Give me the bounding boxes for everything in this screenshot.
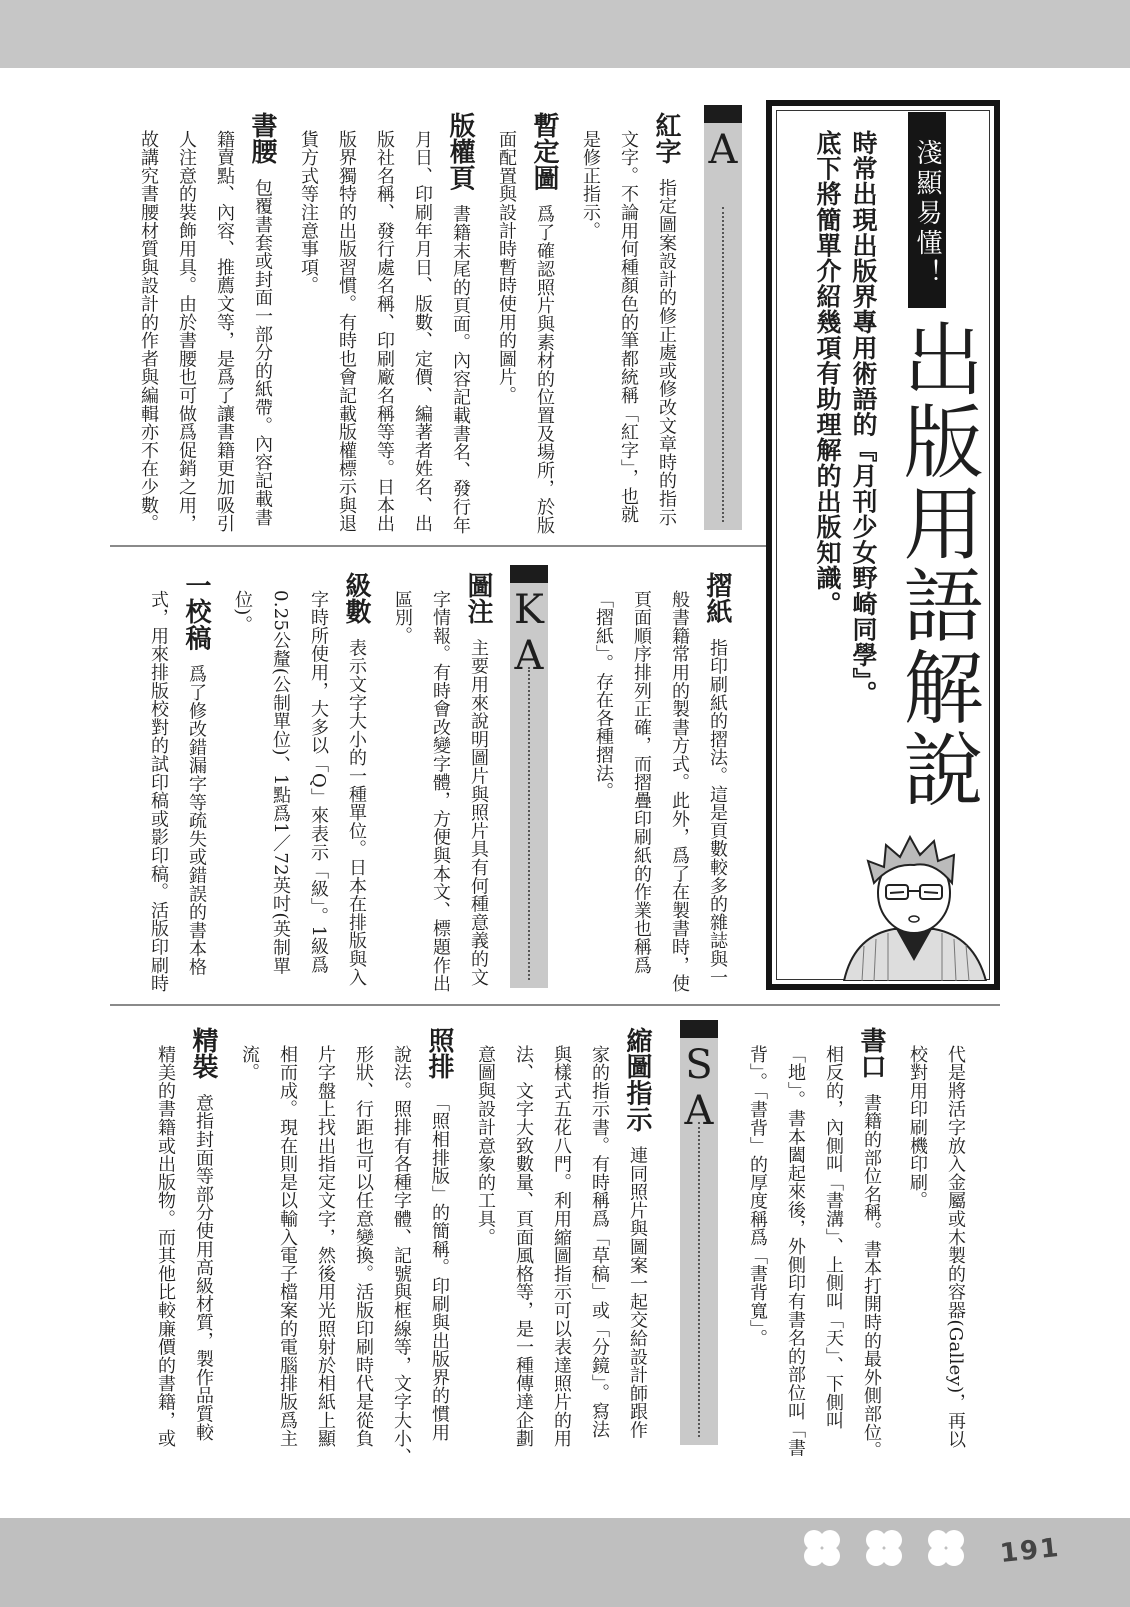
title-tag: 淺顯易懂！ [908,112,946,308]
glossary-entry [738,1027,890,1466]
dotted-line [698,1122,700,1437]
entry-definition: 故講究書腰材質與設計的作者與編輯亦不在少數。 [138,130,159,533]
entry-definition: 式，用來排版校對的試印稿或影印稿。活版印刷時 [148,590,169,993]
entry-text-line [584,590,622,993]
entry-definition: 片字盤上找出指定文字，然後用光照射於相紙上顯 [315,1045,336,1448]
entry-text-line [383,590,421,993]
entry-text-line [230,1045,268,1466]
entry-text-line [814,1045,852,1466]
glossary-entry [466,1027,656,1466]
top-margin-bar [0,0,1130,68]
entry-text-line [261,590,299,993]
section-tab-cap [510,565,548,583]
dotted-line [528,667,530,980]
entry-text-line [609,130,647,534]
entry-text-line [936,1045,974,1466]
glossary-entry [898,1045,974,1466]
entry-text-line [647,112,685,534]
entry-definition: 校對用印刷機印刷。 [907,1045,928,1210]
glossary-section-ka [131,572,736,993]
entry-definition: 形狀、行距也可以任意變換。活版印刷時代是從負 [353,1045,374,1448]
flower-icon [926,1528,966,1568]
entry-definition: 是修正指示。 [580,130,601,240]
glossary-term: 級數 [341,572,371,625]
entry-text-line [268,1045,306,1466]
entry-text-line [504,1045,542,1466]
glossary-entry [129,112,281,534]
entry-definition: 法、文字大致數量、頁面風格等，是一種傳達企劃 [513,1045,534,1448]
entry-definition: 書籍的部位名稱。書本打開時的最外側部位。 [861,1093,882,1460]
entry-definition: 版社名稱、發行處名稱、印刷廠名稱等等。日本出 [374,130,395,533]
section-tab [700,105,746,530]
entry-text-line [459,572,497,993]
dotted-line [722,207,724,522]
section-tab [506,565,552,988]
glossary-section-a [121,112,746,535]
entry-definition: 代是將活字放入金屬或木製的容器(Galley)，再以 [945,1045,966,1449]
entry-definition: 說法。照排有各種字體、記號與框線等，文字大小、 [391,1045,412,1466]
entry-definition: 爲了確認照片與素材的位置及場所，於版 [534,204,555,535]
entry-definition: 主要用來說明圖片與照片具有何種意義的文 [468,638,489,987]
entry-definition: 指印刷紙的摺法。這是頁數較多的雜誌與一 [707,638,728,987]
entry-text-line [382,1045,420,1466]
entry-definition: 流。 [239,1045,260,1082]
entry-text-line [421,590,459,993]
entry-definition: 0.25公釐(公制單位)、1點爲1／72英吋(英制單 [270,590,291,975]
entry-definition: 「地」。書本闔起來後，外側印有書名的部位叫「書 [785,1045,806,1457]
section-tab-cap [704,105,742,123]
entry-definition: 位)。 [232,590,253,634]
entry-text-line [139,590,177,993]
entry-text-line [337,572,375,993]
entry-text-line [243,112,281,534]
glossary-entry [584,572,736,993]
entry-definition: 貨方式等注意事項。 [298,130,319,295]
section-tab-cap [680,1020,718,1038]
entry-text-line [525,112,563,535]
entry-text-line [571,130,609,534]
glossary-term: 一校稿 [181,572,211,651]
entry-definition: 意指封面等部分使用高級材質，製作品質較 [193,1093,214,1442]
entry-text-line [542,1045,580,1466]
section-divider-2 [110,1004,1000,1006]
character-illustration [834,821,994,981]
page-number: 191 [998,1532,1062,1570]
entry-text-line [299,590,337,993]
section-divider-1 [110,545,766,547]
entry-definition: 意圖與設計意象的工具。 [475,1045,496,1247]
entry-text-line [622,590,660,993]
entry-definition: 人注意的裝飾用具。由於書腰也可做爲促銷之用， [176,130,197,533]
entry-text-line [177,572,215,993]
glossary-entry [230,1027,458,1466]
entry-definition: 爲了修改錯漏字等疏失或錯誤的書本格 [186,664,207,977]
glossary-term: 暫定圖 [529,112,559,191]
section-tab-letter: SA [676,1042,722,1134]
entry-definition: 字時所使用，大多以「Q」來表示「級」。1級爲 [308,590,329,974]
page-title: 出版用語解說 [890,318,983,810]
glossary-entry [487,112,563,535]
glossary-entry [146,1027,222,1466]
entry-text-line [205,130,243,534]
glossary-term: 摺紙 [702,572,732,625]
entry-definition: 「照相排版」的簡稱。印刷與出版界的慣用 [429,1093,450,1442]
glossary-entry [139,572,215,993]
entry-text-line [698,572,736,993]
title-box [766,100,1000,990]
entry-text-line [898,1045,936,1466]
glossary-term: 書口 [856,1027,886,1080]
glossary-entry [383,572,497,993]
flower-icon [864,1528,904,1568]
entry-text-line [580,1045,618,1466]
glossary-term: 照排 [424,1027,454,1080]
entry-text-line [167,130,205,534]
glossary-entry [571,112,685,534]
entry-text-line [441,112,479,535]
flower-icon [802,1528,842,1568]
entry-definition: 相反的，內側叫「書溝」、上側叫「天」、下側叫 [823,1045,844,1430]
glossary-section-sa [138,1027,974,1466]
entry-definition: 般書籍常用的製書方式。此外，爲了在製書時，使 [669,590,690,993]
entry-text-line [420,1027,458,1466]
entry-text-line [466,1045,504,1466]
entry-text-line [327,130,365,534]
section-tab [676,1020,722,1445]
entry-definition: 區別。 [392,590,413,645]
subtitle-line-1: 時常出現出版界專用術語的『月刊少女野崎同學』。 [849,130,878,707]
glossary-entry [223,572,375,993]
entry-definition: 面配置與設計時暫時使用的圖片。 [496,130,517,405]
entry-text-line [129,130,167,534]
entry-definition: 連同照片與圖案一起交給設計師跟作 [627,1146,648,1440]
entry-definition: 家的指示書。有時稱爲「草稿」或「分鏡」。寫法 [589,1045,610,1439]
entry-text-line [738,1045,776,1466]
glossary-term: 紅字 [651,112,681,165]
entry-text-line [344,1045,382,1466]
entry-definition: 包覆書套或封面一部分的紙帶。內容記載書 [252,178,273,527]
entry-text-line [776,1045,814,1466]
subtitle-line-2: 底下將簡單介紹幾項有助理解的出版知識。 [813,130,842,617]
entry-definition: 籍賣點、內容、推薦文等，是爲了讓書籍更加吸引 [214,130,235,533]
entry-definition: 與樣式五花八門。利用縮圖指示可以表達照片的用 [551,1045,572,1448]
entry-text-line [618,1027,656,1466]
entry-definition: 表示文字大小的一種單位。日本在排版與入 [346,638,367,987]
glossary-term: 縮圖指示 [622,1027,652,1133]
entry-text-line [223,590,261,993]
entry-text-line [403,130,441,534]
entry-definition: 指定圖案設計的修正處或修改文章時的指示 [656,178,677,527]
glossary-term: 書腰 [247,112,277,165]
entry-definition: 相而成。現在則是以輸入電子檔案的電腦排版爲主 [277,1045,298,1448]
entry-text-line [184,1027,222,1466]
entry-definition: 頁面順序排列正確，而摺疊印刷紙的作業也稱爲 [631,590,652,975]
section-tab-letter: KA [506,587,552,679]
entry-text-line [487,130,525,534]
entry-definition: 版界獨特的出版習慣。有時也會記載版權標示與退 [336,130,357,533]
glossary-term: 圖注 [463,572,493,625]
entry-definition: 背」。「書背」的厚度稱爲「書背寬」。 [747,1045,768,1348]
entry-definition: 字情報。有時會改變字體，方便與本文、標題作出 [430,590,451,993]
entry-text-line [306,1045,344,1466]
entry-text-line [852,1027,890,1466]
entry-text-line [365,130,403,534]
entry-definition: 書籍末尾的頁面。內容記載書名、發行年 [450,204,471,535]
glossary-term: 版權頁 [445,112,475,191]
glossary-entry [289,112,479,535]
section-tab-letter: A [700,127,746,173]
entry-text-line [146,1045,184,1466]
entry-definition: 月日、印刷年月日、版數、定價、編著者姓名、出 [412,130,433,533]
entry-text-line [660,590,698,993]
entry-definition: 精美的書籍或出版物。而其他比較廉價的書籍，或 [155,1045,176,1448]
entry-text-line [289,130,327,534]
entry-definition: 「摺紙」。存在各種摺法。 [593,590,614,801]
glossary-term: 精裝 [188,1027,218,1080]
entry-definition: 文字。不論用何種顏色的筆都統稱「紅字」，也就 [618,130,639,524]
